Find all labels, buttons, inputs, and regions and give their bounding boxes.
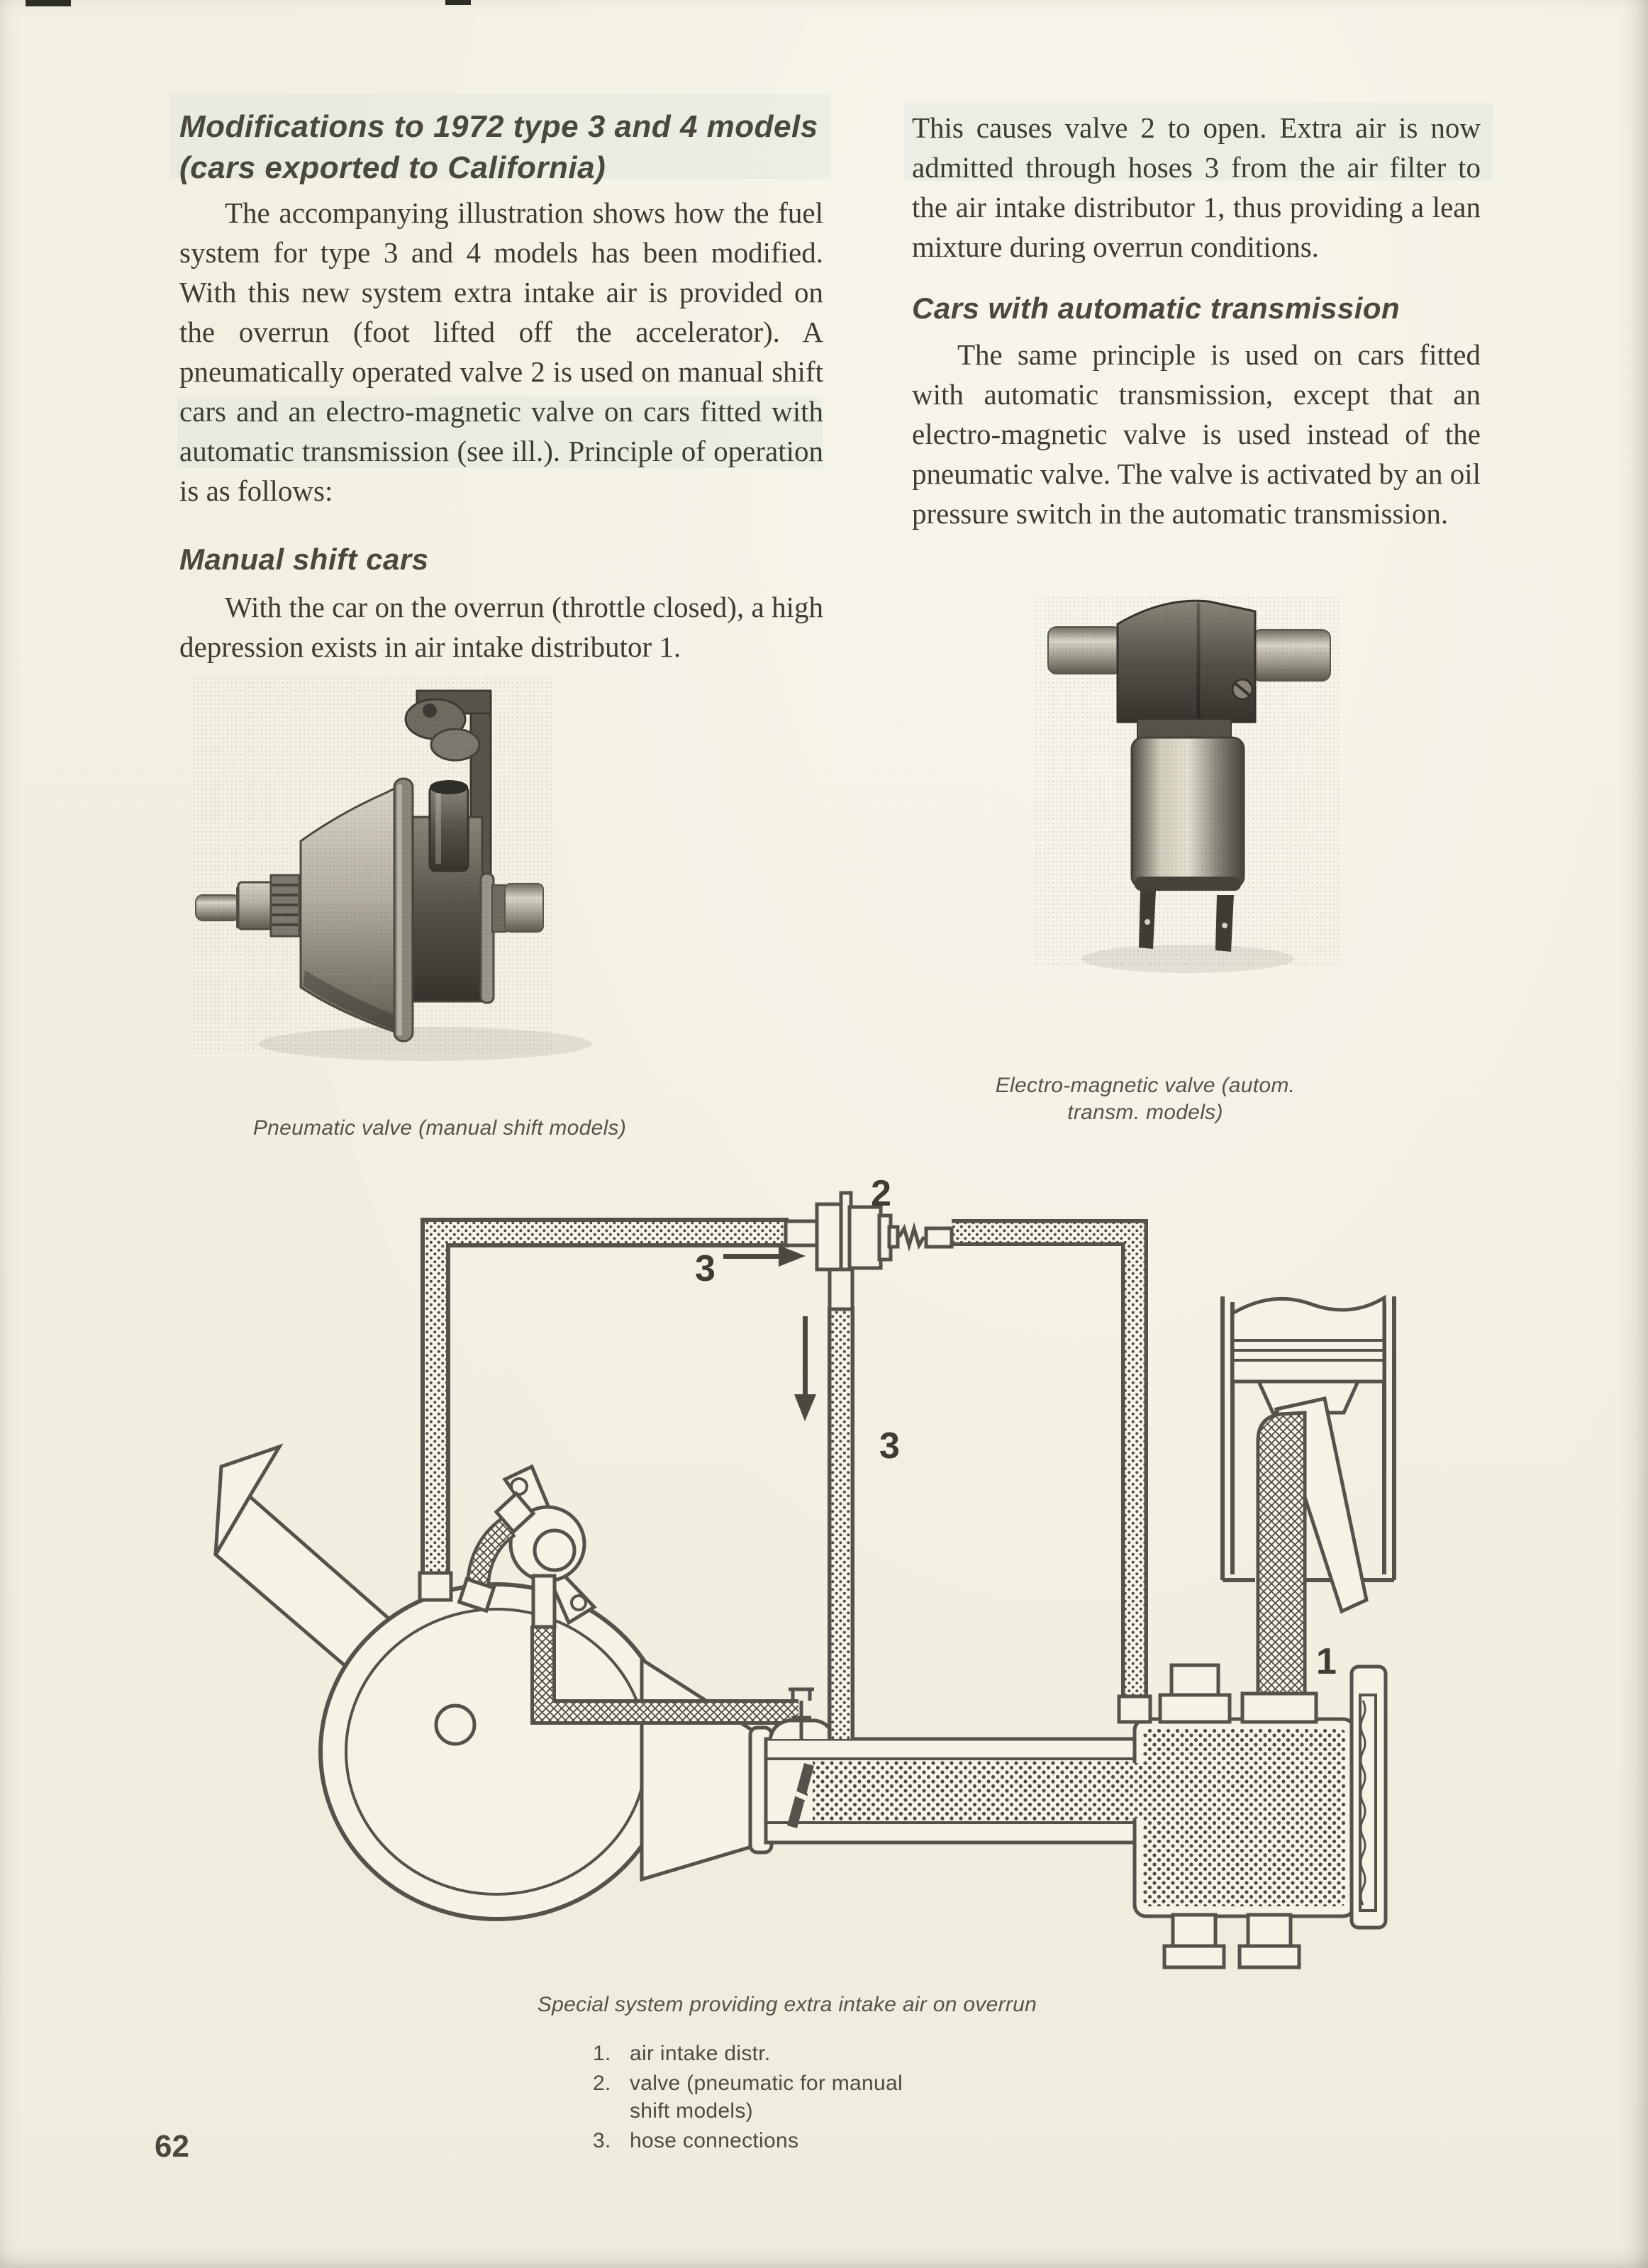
legend-label: valve (pneumatic for manual shift models) bbox=[630, 2072, 903, 2123]
electromagnetic-valve-photo bbox=[1035, 594, 1340, 973]
intake-runner bbox=[1258, 1413, 1305, 1695]
continuation-paragraph: This causes valve 2 to open. Extra air is now admitted through hoses 3 from the air filter to the air intake distributor 1, thus providing a lean mixture during overrun conditions. bbox=[912, 111, 1481, 263]
throttle-body bbox=[766, 1721, 1136, 1842]
diagram-legend bbox=[593, 2040, 942, 2157]
legend-item bbox=[593, 2040, 942, 2067]
electromagnetic-photo-caption: Electro-magnetic valve (autom. transm. models) bbox=[995, 1074, 1296, 1124]
automatic-paragraph: The same principle is used on cars fitted with automatic transmission, except that an electro-magnetic valve is used instead of the pneumatic valve. The valve is activated by an oil pressure switch in the automatic transmission. bbox=[912, 338, 1481, 530]
diagram-label-hose-left: 3 bbox=[695, 1248, 716, 1289]
overrun-air-system-diagram bbox=[216, 1173, 1394, 1967]
diagram-label-hose-center: 3 bbox=[879, 1425, 900, 1467]
page-number: 62 bbox=[155, 2129, 189, 2164]
diagram-caption: Special system providing extra intake air on overrun bbox=[537, 1993, 1037, 2016]
manual-shift-paragraph: With the car on the overrun (throttle closed), a high depression exists in air intake distributor 1. bbox=[179, 591, 823, 663]
pneumatic-valve-symbol bbox=[786, 1193, 952, 1309]
section-heading-automatic: Cars with automatic transmission bbox=[912, 291, 1401, 325]
pneumatic-valve-photo bbox=[191, 677, 592, 1061]
article-title: Modifications to 1972 type 3 and 4 models (cars exported to California) bbox=[179, 109, 818, 185]
legend-number: 1. bbox=[593, 2042, 611, 2065]
legend-number: 3. bbox=[593, 2129, 611, 2152]
intro-paragraph: The accompanying illustration shows how the fuel system for type 3 and 4 models has been modified. With this new system extra intake air is provided on the overrun (foot lifted off the accelerator). A pneumatically operated valve 2 is used on manual shift cars and an electro-magnetic valve on cars fitted with automatic transmission (see ill.). Principle of operation is as follows: bbox=[179, 196, 823, 507]
diagram-label-valve: 2 bbox=[871, 1173, 891, 1214]
intake-funnel bbox=[642, 1660, 772, 1879]
engine-cylinder bbox=[1223, 1296, 1394, 1722]
section-heading-manual-shift: Manual shift cars bbox=[179, 543, 429, 576]
legend-item bbox=[593, 2069, 942, 2125]
diagram-label-distributor: 1 bbox=[1316, 1641, 1337, 1682]
legend-number: 2. bbox=[593, 2072, 611, 2095]
legend-item bbox=[593, 2127, 942, 2155]
legend-label: air intake distr. bbox=[630, 2042, 771, 2065]
legend-label: hose connections bbox=[630, 2129, 799, 2152]
pneumatic-photo-caption: Pneumatic valve (manual shift models) bbox=[252, 1116, 627, 1140]
flow-arrows bbox=[723, 1245, 816, 1421]
